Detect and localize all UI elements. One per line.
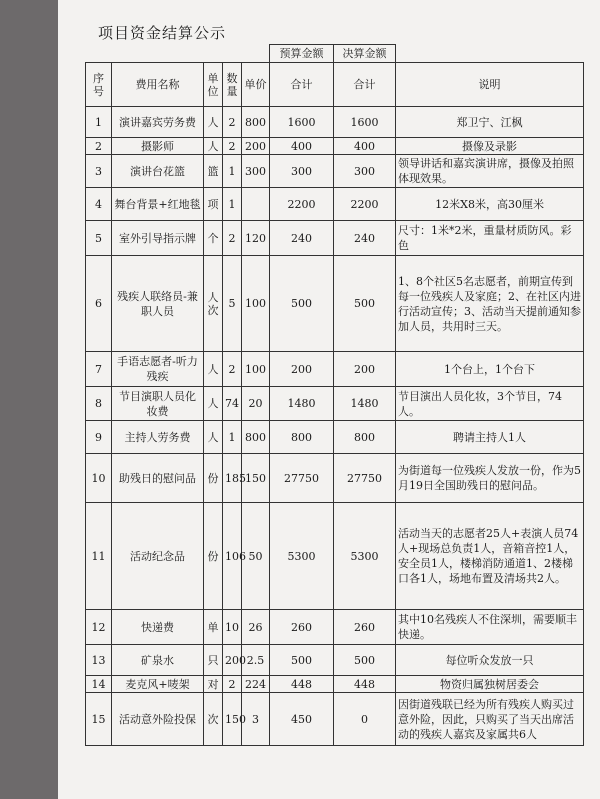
table-row <box>86 676 584 693</box>
header-desc: 说明 <box>396 63 584 107</box>
row-budget-total: 500 <box>270 256 334 352</box>
header-seq: 序号 <box>86 63 112 107</box>
row-desc: 领导讲话和嘉宾演讲席，摄像及拍照体现效果。 <box>396 155 584 188</box>
row-qty: 5 <box>223 256 242 352</box>
row-final-total: 448 <box>334 676 396 693</box>
row-price: 300 <box>242 155 270 188</box>
row-unit: 对 <box>204 676 223 693</box>
row-unit: 人 <box>204 352 223 387</box>
row-desc: 节目演出人员化妆，3个节目，74人。 <box>396 387 584 421</box>
row-seq: 8 <box>86 387 112 421</box>
row-price: 2.5 <box>242 645 270 676</box>
row-seq: 3 <box>86 155 112 188</box>
row-name: 残疾人联络员-兼职人员 <box>112 256 204 352</box>
row-final-total: 400 <box>334 138 396 155</box>
settlement-table <box>85 44 584 746</box>
row-unit: 人 <box>204 138 223 155</box>
row-price: 3 <box>242 693 270 746</box>
table-row <box>86 387 584 421</box>
row-seq: 6 <box>86 256 112 352</box>
row-final-total: 1480 <box>334 387 396 421</box>
row-qty: 2 <box>223 221 242 256</box>
header-budget-amount: 预算金额 <box>270 45 334 63</box>
row-seq: 12 <box>86 610 112 645</box>
row-unit: 次 <box>204 693 223 746</box>
header-price: 单价 <box>242 63 270 107</box>
header-final-amount: 决算金额 <box>334 45 396 63</box>
row-desc: 其中10名残疾人不住深圳，需要顺丰快递。 <box>396 610 584 645</box>
row-final-total: 2200 <box>334 188 396 221</box>
row-seq: 11 <box>86 503 112 610</box>
row-desc: 每位听众发放一只 <box>396 645 584 676</box>
row-qty: 2 <box>223 352 242 387</box>
row-desc: 郑卫宁、江枫 <box>396 107 584 138</box>
row-name: 手语志愿者-听力残疾 <box>112 352 204 387</box>
header-blank-right <box>396 45 584 63</box>
row-desc: 聘请主持人1人 <box>396 421 584 454</box>
row-budget-total: 300 <box>270 155 334 188</box>
row-name: 活动意外险投保 <box>112 693 204 746</box>
header-final-total: 合计 <box>334 63 396 107</box>
row-price: 800 <box>242 107 270 138</box>
row-budget-total: 800 <box>270 421 334 454</box>
table-row <box>86 610 584 645</box>
row-seq: 10 <box>86 454 112 503</box>
row-budget-total: 5300 <box>270 503 334 610</box>
row-price: 120 <box>242 221 270 256</box>
row-desc: 尺寸：1米*2米，重量材质防风。彩色 <box>396 221 584 256</box>
row-budget-total: 500 <box>270 645 334 676</box>
row-budget-total: 400 <box>270 138 334 155</box>
row-name: 矿泉水 <box>112 645 204 676</box>
row-unit: 人 <box>204 387 223 421</box>
row-qty: 185 <box>223 454 242 503</box>
row-price: 150 <box>242 454 270 503</box>
header-row-group <box>86 45 584 63</box>
row-price: 50 <box>242 503 270 610</box>
row-unit: 单 <box>204 610 223 645</box>
row-price: 224 <box>242 676 270 693</box>
row-qty: 1 <box>223 421 242 454</box>
row-final-total: 800 <box>334 421 396 454</box>
row-name: 摄影师 <box>112 138 204 155</box>
row-final-total: 5300 <box>334 503 396 610</box>
row-unit: 人 <box>204 421 223 454</box>
page-title: 项目资金结算公示 <box>98 24 227 42</box>
row-seq: 1 <box>86 107 112 138</box>
row-price: 26 <box>242 610 270 645</box>
row-qty: 10 <box>223 610 242 645</box>
row-seq: 14 <box>86 676 112 693</box>
row-qty: 150 <box>223 693 242 746</box>
row-final-total: 260 <box>334 610 396 645</box>
row-budget-total: 27750 <box>270 454 334 503</box>
row-desc: 活动当天的志愿者25人+表演人员74人+现场总负责1人，音箱音控1人，安全员1人，楼梯消防通道1、2楼梯口各1人，场地布置及清场共2人。 <box>396 503 584 610</box>
row-price <box>242 188 270 221</box>
header-blank <box>86 45 270 63</box>
table-row <box>86 645 584 676</box>
row-qty: 1 <box>223 155 242 188</box>
row-price: 100 <box>242 352 270 387</box>
row-seq: 2 <box>86 138 112 155</box>
row-qty: 1 <box>223 188 242 221</box>
row-name: 节目演职人员化妆费 <box>112 387 204 421</box>
row-budget-total: 260 <box>270 610 334 645</box>
table-row <box>86 221 584 256</box>
header-name: 费用名称 <box>112 63 204 107</box>
row-seq: 5 <box>86 221 112 256</box>
row-final-total: 300 <box>334 155 396 188</box>
row-unit: 个 <box>204 221 223 256</box>
row-seq: 9 <box>86 421 112 454</box>
row-budget-total: 1480 <box>270 387 334 421</box>
row-unit: 份 <box>204 503 223 610</box>
row-qty: 200 <box>223 645 242 676</box>
row-desc: 摄像及录影 <box>396 138 584 155</box>
row-seq: 7 <box>86 352 112 387</box>
row-price: 800 <box>242 421 270 454</box>
row-final-total: 0 <box>334 693 396 746</box>
row-final-total: 1600 <box>334 107 396 138</box>
table-row <box>86 352 584 387</box>
row-unit: 篮 <box>204 155 223 188</box>
row-unit: 只 <box>204 645 223 676</box>
row-budget-total: 448 <box>270 676 334 693</box>
table-row <box>86 138 584 155</box>
row-budget-total: 450 <box>270 693 334 746</box>
row-qty: 2 <box>223 676 242 693</box>
header-row <box>86 63 584 107</box>
table-row <box>86 421 584 454</box>
row-seq: 4 <box>86 188 112 221</box>
row-qty: 106 <box>223 503 242 610</box>
row-desc: 1个台上，1个台下 <box>396 352 584 387</box>
table-row <box>86 503 584 610</box>
row-unit: 人 <box>204 107 223 138</box>
row-desc: 为街道每一位残疾人发放一份，作为5月19日全国助残日的慰问品。 <box>396 454 584 503</box>
row-seq: 13 <box>86 645 112 676</box>
header-qty: 数量 <box>223 63 242 107</box>
row-qty: 2 <box>223 107 242 138</box>
row-desc: 物资归属独树居委会 <box>396 676 584 693</box>
header-budget-total: 合计 <box>270 63 334 107</box>
row-budget-total: 240 <box>270 221 334 256</box>
row-desc: 因街道残联已经为所有残疾人购买过意外险，因此，只购买了当天出席活动的残疾人嘉宾及家属共6人 <box>396 693 584 746</box>
table-row <box>86 693 584 746</box>
table-row <box>86 188 584 221</box>
row-name: 室外引导指示牌 <box>112 221 204 256</box>
row-budget-total: 200 <box>270 352 334 387</box>
row-qty: 74 <box>223 387 242 421</box>
row-budget-total: 2200 <box>270 188 334 221</box>
row-name: 舞台背景+红地毯 <box>112 188 204 221</box>
row-qty: 2 <box>223 138 242 155</box>
row-price: 200 <box>242 138 270 155</box>
row-price: 20 <box>242 387 270 421</box>
row-final-total: 27750 <box>334 454 396 503</box>
table-row <box>86 107 584 138</box>
row-name: 主持人劳务费 <box>112 421 204 454</box>
row-final-total: 500 <box>334 256 396 352</box>
table-row <box>86 256 584 352</box>
row-name: 助残日的慰问品 <box>112 454 204 503</box>
row-budget-total: 1600 <box>270 107 334 138</box>
row-desc: 1、8个社区5名志愿者，前期宣传到每一位残疾人及家庭；2、在社区内进行活动宣传；3、活动当天提前通知参加人员，共用时三天。 <box>396 256 584 352</box>
row-unit: 份 <box>204 454 223 503</box>
table-row <box>86 155 584 188</box>
row-name: 演讲嘉宾劳务费 <box>112 107 204 138</box>
table-row <box>86 454 584 503</box>
row-name: 活动纪念品 <box>112 503 204 610</box>
row-unit: 人次 <box>204 256 223 352</box>
row-unit: 项 <box>204 188 223 221</box>
row-price: 100 <box>242 256 270 352</box>
row-name: 麦克风+唛架 <box>112 676 204 693</box>
row-name: 快递费 <box>112 610 204 645</box>
row-final-total: 240 <box>334 221 396 256</box>
row-final-total: 200 <box>334 352 396 387</box>
row-desc: 12米X8米，高30厘米 <box>396 188 584 221</box>
header-unit: 单位 <box>204 63 223 107</box>
row-seq: 15 <box>86 693 112 746</box>
row-name: 演讲台花篮 <box>112 155 204 188</box>
row-final-total: 500 <box>334 645 396 676</box>
